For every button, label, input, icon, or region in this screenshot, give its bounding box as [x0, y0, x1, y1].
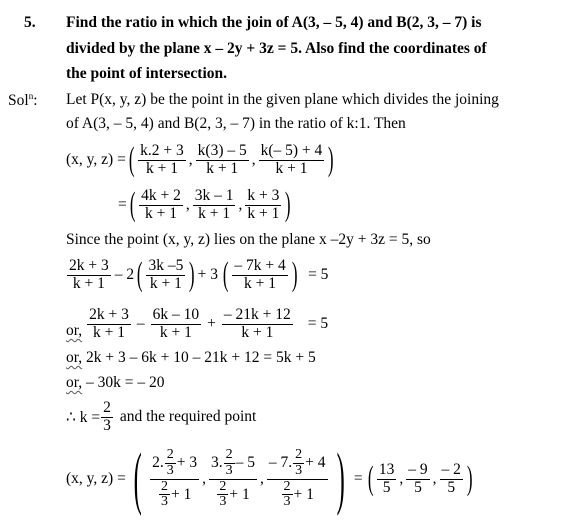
result-z: $\frac{- 2}{5}$ — [441, 461, 461, 496]
equation-expanded: or, $\frac{2k + 3}{k + 1}$ – $\frac{6k - 10}{k + 1}$ + $\frac{- 21k + 12}{k + 1}$ = 5 — [66, 306, 329, 341]
or-label: or, — [66, 349, 83, 366]
compound-fraction-x: 2. $\frac{2}{3}$ + 3 $\frac{2}{3}$ + 1 — [152, 447, 198, 510]
fraction-x: $\frac{4k + 2}{k + 1}$ — [141, 187, 181, 222]
fraction-k: $\frac{2}{3}$ — [103, 399, 111, 434]
result-y: $\frac{- 9}{5}$ — [408, 461, 428, 496]
equation-lhs: (x, y, z) = — [66, 151, 126, 168]
solution-line-3: Since the point (x, y, z) lies on the plane x –2y + 3z = 5, so — [66, 231, 431, 248]
right-paren: ) — [189, 256, 195, 293]
equation-simplified-point: = ( $\frac{4k + 2}{k + 1}$ , $\frac{3k - 1}{k + 1}$ , $\frac{k + 3}{k + 1}$ ) — [118, 186, 291, 223]
fraction-y: $\frac{3k - 1}{k + 1}$ — [194, 187, 234, 222]
problem-line-3: the point of intersection. — [66, 65, 228, 82]
fraction-z: $\frac{k(- 5) + 4}{k + 1}$ — [260, 142, 323, 177]
left-paren: ( — [128, 141, 135, 178]
or-label: or, — [66, 374, 83, 391]
left-paren: ( — [129, 186, 136, 223]
fraction-y: $\frac{k(3) - 5}{k + 1}$ — [197, 142, 247, 177]
right-paren: ) — [291, 256, 298, 293]
fraction-y: $\frac{6k - 10}{k + 1}$ — [152, 306, 200, 341]
right-paren: ) — [336, 440, 345, 517]
equation-collected: or, – 30k = – 20 — [66, 374, 165, 391]
right-paren: ) — [466, 460, 473, 497]
fraction-x: $\frac{2k + 3}{k + 1}$ — [69, 257, 109, 292]
fraction-x: $\frac{k.2 + 3}{k + 1}$ — [140, 142, 184, 177]
left-paren: ( — [133, 440, 142, 517]
equation-section-formula: (x, y, z) = ( $\frac{k.2 + 3}{k + 1}$ , $\frac{k(3) - 5}{k + 1}$ , $\frac{k(- 5) + 4}{k + 1}$ ) — [66, 141, 334, 178]
problem-line-2: divided by the plane x – 2y + 3z = 5. Also find the coordinates of — [66, 40, 487, 57]
equation-k-value: ∴ k = $\frac{2}{3}$ and the required point — [66, 399, 257, 434]
or-label: or, — [66, 322, 83, 339]
right-paren: ) — [328, 141, 334, 178]
left-paren: ( — [222, 256, 229, 293]
fraction-z: $\frac{- 7k + 4}{k + 1}$ — [234, 257, 286, 292]
fraction-z: $\frac{- 21k + 12}{k + 1}$ — [223, 306, 291, 341]
fraction-x: $\frac{2k + 3}{k + 1}$ — [89, 306, 129, 341]
equation-plane-substitution: $\frac{2k + 3}{k + 1}$ – 2 ( $\frac{3k -5}{k + 1}$ ) + 3 ( $\frac{- 7k + 4}{k + 1}$ ) = 5 — [69, 256, 329, 293]
problem-line-1: Find the ratio in which the join of A(3, – 5, 4) and B(2, 3, – 7) is — [66, 14, 482, 31]
fraction-y: $\frac{3k -5}{k + 1}$ — [148, 257, 184, 292]
left-paren: ( — [136, 256, 143, 293]
solution-line-1: Let P(x, y, z) be the point in the given plane which divides the joining — [66, 91, 499, 108]
problem-number: 5. — [24, 14, 36, 31]
compound-fraction-y: 3. $\frac{2}{3}$ – 5 $\frac{2}{3}$ + 1 — [211, 447, 256, 510]
compound-fraction-z: – 7. $\frac{2}{3}$ + 4 $\frac{2}{3}$ + 1 — [268, 447, 326, 510]
right-paren: ) — [285, 186, 291, 223]
equation-linear: or, 2k + 3 – 6k + 10 – 21k + 12 = 5k + 5 — [66, 349, 316, 366]
solution-label: Sol$^n$: — [8, 91, 38, 110]
equation-intersection-point: (x, y, z) = ( 2. $\frac{2}{3}$ + 3 $\frac{2}{3}$ + 1 , 3. $\frac{2}{3}$ – 5 $\frac{2}{3}$ + 1 , – 7. $\frac{2}{3}$ + 4 $\frac{2}{3}$ + 1 ) = ( $\frac{13}{5}$ , $\frac{- 9}{5}$ , $\frac{- 2}{5}$ ) — [66, 440, 473, 517]
fraction-z: $\frac{k + 3}{k + 1}$ — [247, 187, 280, 222]
result-x: $\frac{13}{5}$ — [378, 461, 395, 496]
left-paren: ( — [367, 460, 374, 497]
solution-line-2: of A(3, – 5, 4) and B(2, 3, – 7) in the ratio of k:1. Then — [66, 115, 406, 132]
